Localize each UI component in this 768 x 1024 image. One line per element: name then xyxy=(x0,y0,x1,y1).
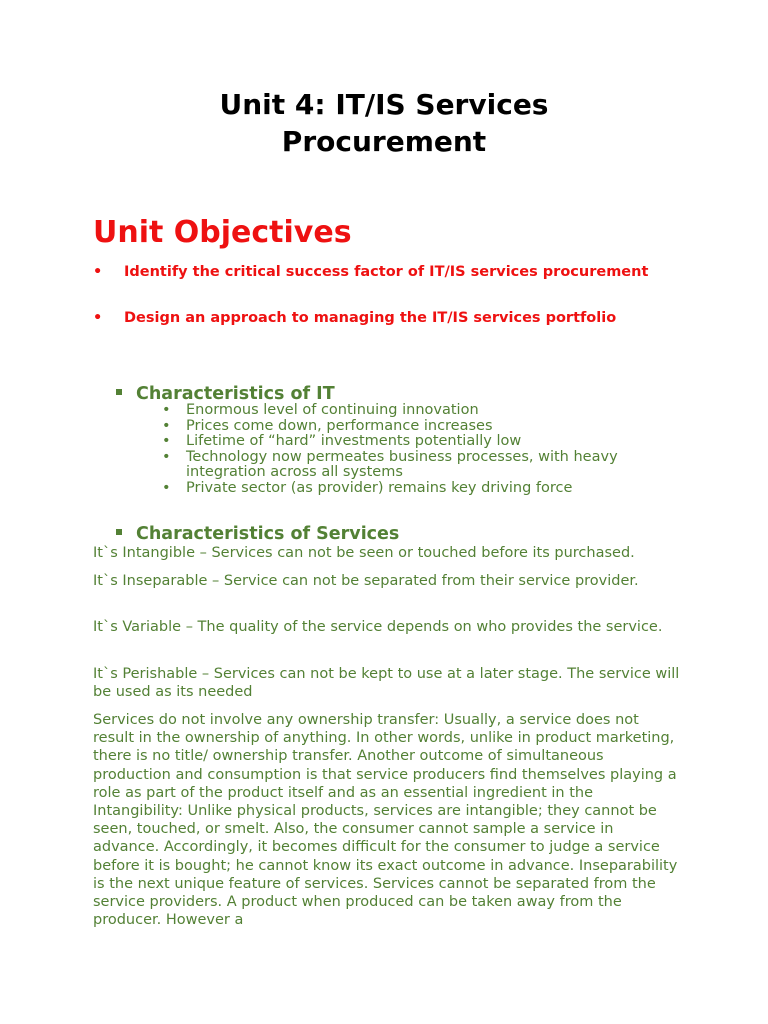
page-title-line-1: Unit 4: IT/IS Services xyxy=(219,88,549,121)
services-paragraph-perishable: It`s Perishable – Services can not be kept to use at a later stage. The service will be used as its needed xyxy=(93,666,680,701)
list-item-text: Private sector (as provider) remains key driving force xyxy=(186,479,573,496)
unit-objectives-heading: Unit Objectives xyxy=(93,215,352,250)
square-bullet-icon xyxy=(116,389,122,395)
bullet-icon: • xyxy=(93,310,103,326)
services-paragraph-inseparable: It`s Inseparable – Service can not be separated from their service provider. xyxy=(93,573,639,589)
characteristics-it-list xyxy=(160,403,680,496)
list-item-text: Technology now permeates business processes, with heavy integration across all systems xyxy=(186,448,618,480)
bullet-icon: • xyxy=(162,417,171,434)
services-paragraph-intangible: It`s Intangible – Services can not be seen or touched before its purchased. xyxy=(93,545,635,561)
characteristics-services-heading xyxy=(116,523,399,545)
bullet-icon: • xyxy=(162,479,171,496)
list-item xyxy=(160,419,680,435)
section-heading-text: Characteristics of IT xyxy=(136,384,335,404)
list-item-text: Lifetime of “hard” investments potentially low xyxy=(186,433,522,449)
list-item-text: Enormous level of continuing innovation xyxy=(186,402,479,418)
section-heading-text: Characteristics of Services xyxy=(136,524,400,544)
list-item xyxy=(160,434,680,450)
objective-item xyxy=(93,263,693,281)
list-item xyxy=(160,481,680,497)
objective-item xyxy=(93,309,693,327)
bullet-icon: • xyxy=(162,448,171,465)
bullet-icon: • xyxy=(162,433,171,449)
services-paragraph-variable: It`s Variable – The quality of the service depends on who provides the service. xyxy=(93,619,663,635)
bullet-icon: • xyxy=(93,264,103,280)
objective-text: Identify the critical success factor of IT/IS services procurement xyxy=(124,264,649,280)
page-title xyxy=(0,86,768,160)
list-item xyxy=(160,450,680,481)
bullet-icon: • xyxy=(162,402,171,418)
objective-text: Design an approach to managing the IT/IS services portfolio xyxy=(124,310,617,326)
services-paragraph-ownership: Services do not involve any ownership transfer: Usually, a service does not result in the ownership of anything. In other words, unlike in product marketing, there is no title/ ownership transfer. Another outcome of simultaneous production and consumption is that service producers find themselves playing a role as part of the product itself and as an essential ingredient in the Intangibility: Unlike physical products, services are intangible; they cannot be seen, touched, or smelt. Also, the consumer cannot sample a service in advance. Accordingly, it becomes difficult for the consumer to judge a service before it is bought; he cannot know its exact outcome in advance. Inseparability is the next unique feature of services. Services cannot be separated from the service providers. A product when produced can be taken away from the producer. However a xyxy=(93,712,678,929)
page-title-line-2: Procurement xyxy=(281,125,487,158)
list-item xyxy=(160,403,680,419)
list-item-text: Prices come down, performance increases xyxy=(186,417,493,434)
square-bullet-icon xyxy=(116,529,122,535)
